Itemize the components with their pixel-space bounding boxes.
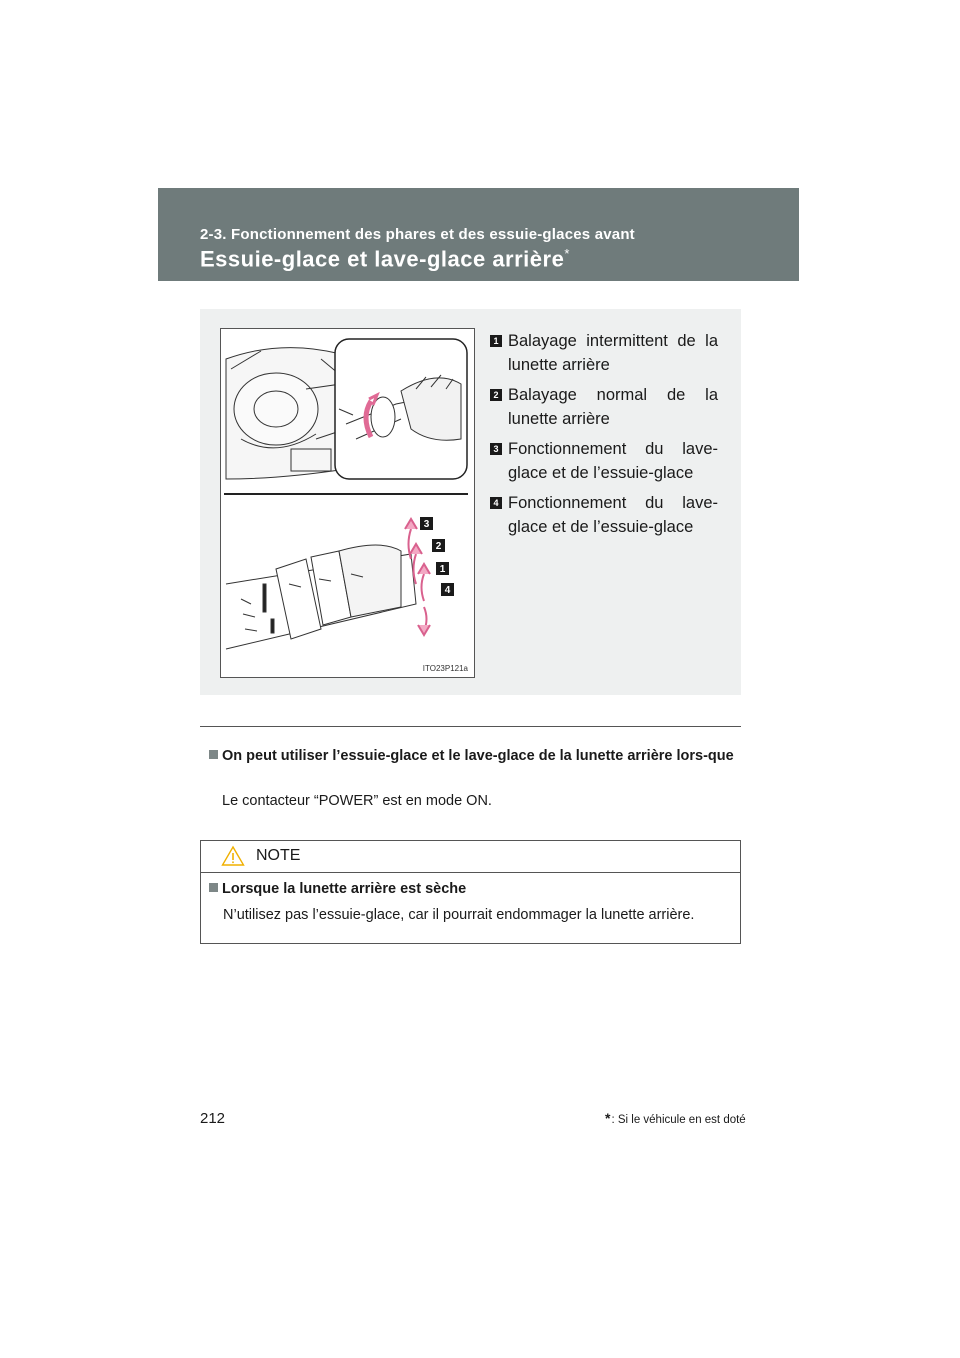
info-heading-text: On peut utiliser l’essuie-glace et le lave-glace de la lunette arrière lors-que <box>222 748 734 764</box>
legend-number: 1 <box>490 335 502 347</box>
note-body: N’utilisez pas l’essuie-glace, car il pourrait endommager la lunette arrière. <box>223 907 695 923</box>
note-header <box>201 841 740 873</box>
note-box <box>200 840 741 944</box>
footnote <box>605 1110 746 1126</box>
title-footnote-mark: * <box>564 246 570 261</box>
legend-list <box>490 329 718 545</box>
note-heading-text: Lorsque la lunette arrière est sèche <box>222 881 467 897</box>
legend-item <box>490 329 718 377</box>
legend-item <box>490 383 718 431</box>
legend-text: Balayage normal de la lunette arrière <box>508 386 718 428</box>
legend-item <box>490 491 718 539</box>
callout-3: 3 <box>423 519 430 530</box>
wiper-illustration <box>220 328 475 678</box>
callout-4: 4 <box>444 585 451 596</box>
wiper-lever-drawing <box>221 329 474 677</box>
note-label: NOTE <box>256 847 301 864</box>
footnote-text: : Si le véhicule en est doté <box>611 1114 746 1126</box>
note-heading <box>209 881 466 897</box>
info-body: Le contacteur “POWER” est en mode ON. <box>222 793 492 809</box>
chapter-header <box>158 188 799 281</box>
section-divider <box>200 726 741 727</box>
legend-text: Fonctionnement du lave-glace et de l’essuie-glace <box>508 494 718 536</box>
page-number: 212 <box>200 1110 226 1127</box>
legend-number: 3 <box>490 443 502 455</box>
square-bullet-icon <box>209 750 218 759</box>
legend-item <box>490 437 718 485</box>
figure-code: ITO23P121a <box>422 664 468 673</box>
info-heading <box>209 745 739 767</box>
square-bullet-icon <box>209 883 218 892</box>
figure-panel <box>200 309 741 695</box>
page-title <box>200 246 570 272</box>
legend-text: Balayage intermittent de la lunette arrière <box>508 332 718 374</box>
legend-text: Fonctionnement du lave-glace et de l’essuie-glace <box>508 440 718 482</box>
callout-2: 2 <box>435 541 442 552</box>
warning-triangle-icon <box>221 845 245 867</box>
page-title-text: Essuie-glace et lave-glace arrière <box>200 246 565 272</box>
legend-number: 2 <box>490 389 502 401</box>
footnote-mark: * <box>605 1110 611 1126</box>
legend-number: 4 <box>490 497 502 509</box>
callout-1: 1 <box>439 564 446 575</box>
section-label: 2-3. Fonctionnement des phares et des essuie-glaces avant <box>200 226 635 243</box>
